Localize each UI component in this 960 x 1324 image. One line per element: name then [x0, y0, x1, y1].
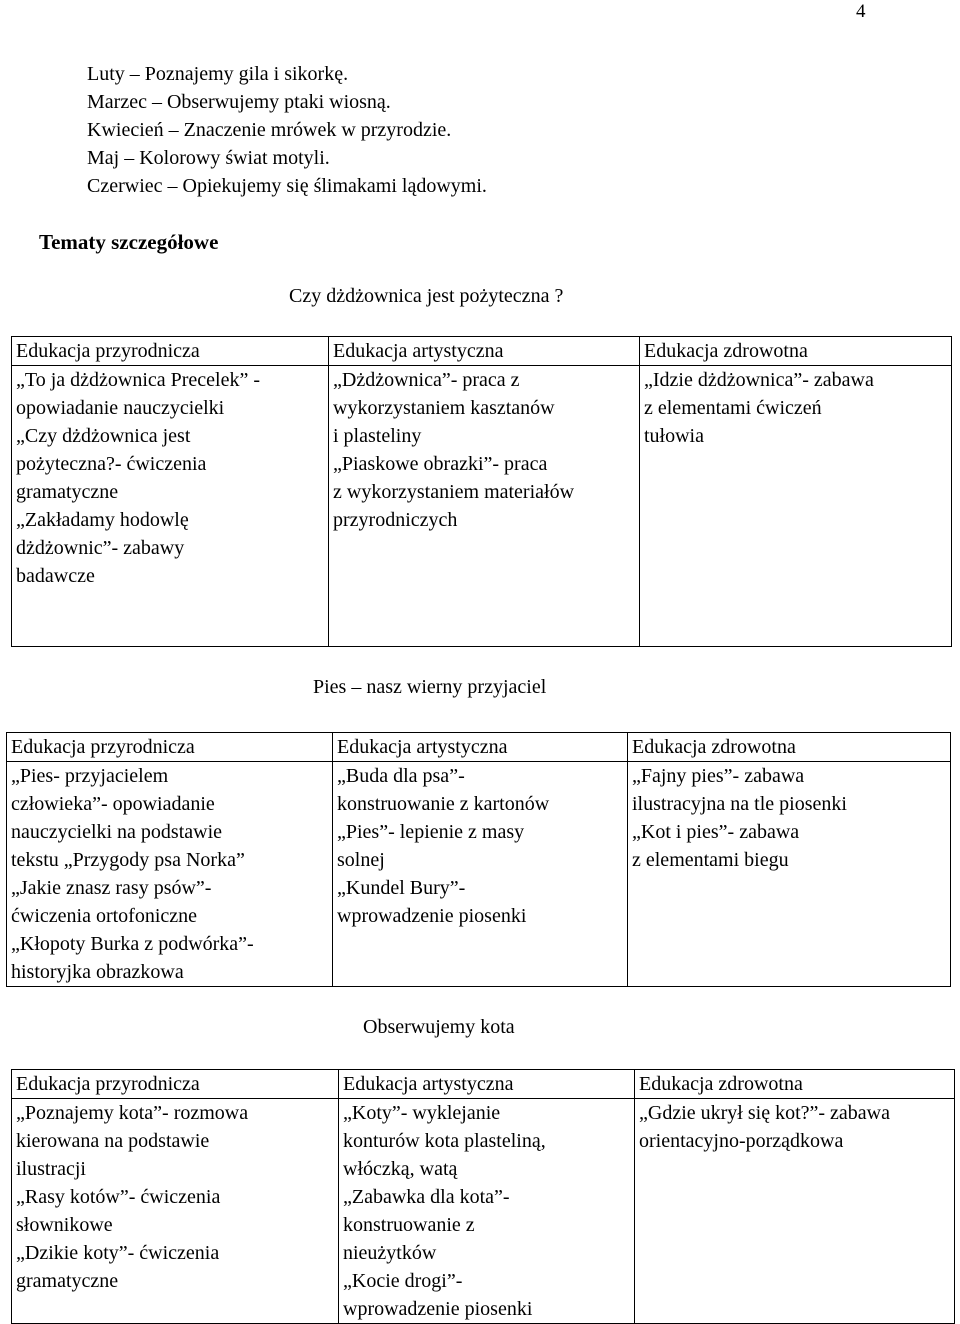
activity-line: historyjka obrazkowa — [11, 961, 184, 983]
cell-art — [339, 1099, 635, 1324]
activity-line: „Dzikie koty”- ćwiczenia — [16, 1242, 220, 1264]
cell-art — [329, 366, 640, 647]
activity-line: „Idzie dżdżownica”- zabawa — [644, 369, 874, 391]
activity-line: solnej — [337, 849, 385, 871]
cell-nature — [12, 1099, 339, 1324]
activity-line: wprowadzenie piosenki — [343, 1298, 533, 1320]
topics-table-cat — [11, 1069, 955, 1324]
header-art: Edukacja artystyczna — [333, 733, 628, 762]
activity-line: nieużytków — [343, 1242, 437, 1264]
activity-line: „Piaskowe obrazki”- praca — [333, 453, 548, 475]
block-title-dog: Pies – nasz wierny przyjaciel — [313, 676, 547, 698]
activity-line: opowiadanie nauczycielki — [16, 397, 225, 419]
activity-line: „Kocie drogi”- — [343, 1270, 463, 1292]
month-topic-mar: Marzec – Obserwujemy ptaki wiosną. — [87, 91, 391, 113]
header-health: Edukacja zdrowotna — [635, 1070, 955, 1099]
activity-line: z elementami ćwiczeń — [644, 397, 822, 419]
table-row — [12, 366, 952, 647]
activity-line: „Koty”- wyklejanie — [343, 1102, 501, 1124]
activity-line: gramatyczne — [16, 481, 119, 503]
activity-line: ćwiczenia ortofoniczne — [11, 905, 198, 927]
month-topic-apr: Kwiecień – Znaczenie mrówek w przyrodzie. — [87, 119, 452, 141]
activity-line: „Dżdżownica”- praca z — [333, 369, 520, 391]
activity-line: z elementami biegu — [632, 849, 789, 871]
table-row — [12, 1099, 955, 1324]
table-header-row — [12, 337, 952, 366]
monthly-topics-list — [87, 60, 487, 200]
page-number: 4 — [856, 1, 866, 22]
activity-line: wprowadzenie piosenki — [337, 905, 527, 927]
activity-line: „Pies”- lepienie z masy — [337, 821, 525, 843]
section-heading: Tematy szczegółowe — [39, 230, 219, 254]
activity-line: „Kundel Bury”- — [337, 877, 466, 899]
activity-line: „Kłopoty Burka z podwórka”- — [11, 933, 254, 955]
activity-line: pożyteczna?- ćwiczenia — [16, 453, 207, 475]
table-header-row — [12, 1070, 955, 1099]
activity-line: gramatyczne — [16, 1270, 119, 1292]
activity-line: „Rasy kotów”- ćwiczenia — [16, 1186, 221, 1208]
activity-line: z wykorzystaniem materiałów — [333, 481, 575, 503]
header-health: Edukacja zdrowotna — [628, 733, 951, 762]
header-art: Edukacja artystyczna — [329, 337, 640, 366]
block-title-earthworm: Czy dżdżownica jest pożyteczna ? — [289, 285, 564, 307]
cell-nature — [12, 366, 329, 647]
activity-line: „Gdzie ukrył się kot?”- zabawa — [639, 1102, 890, 1124]
cell-health — [640, 366, 952, 647]
activity-line: ilustracyjna na tle piosenki — [632, 793, 847, 815]
activity-line: tułowia — [644, 425, 704, 447]
header-nature: Edukacja przyrodnicza — [12, 337, 329, 366]
activity-line: „Buda dla psa”- — [337, 765, 465, 787]
header-nature: Edukacja przyrodnicza — [12, 1070, 339, 1099]
activity-line: kierowana na podstawie — [16, 1130, 210, 1152]
activity-line: słownikowe — [16, 1214, 113, 1236]
cell-art — [333, 762, 628, 987]
activity-line: „Pies- przyjacielem — [11, 765, 169, 787]
activity-line: „Jakie znasz rasy psów”- — [11, 877, 212, 899]
activity-line: konstruowanie z kartonów — [337, 793, 550, 815]
activity-line: dżdżownic”- zabawy — [16, 537, 185, 559]
month-topic-jun: Czerwiec – Opiekujemy się ślimakami lądowymi. — [87, 175, 487, 197]
table-row — [7, 762, 951, 987]
header-art: Edukacja artystyczna — [339, 1070, 635, 1099]
activity-line: tekstu „Przygody psa Norka” — [11, 849, 245, 871]
activity-line: „Poznajemy kota”- rozmowa — [16, 1102, 249, 1124]
activity-line: i plasteliny — [333, 425, 422, 447]
activity-line: przyrodniczych — [333, 509, 458, 531]
header-health: Edukacja zdrowotna — [640, 337, 952, 366]
activity-line: człowieka”- opowiadanie — [11, 793, 215, 815]
activity-line: badawcze — [16, 565, 95, 587]
block-title-cat: Obserwujemy kota — [363, 1016, 515, 1038]
activity-line: orientacyjno-porządkowa — [639, 1130, 844, 1152]
activity-line: włóczką, watą — [343, 1158, 458, 1180]
cell-health — [635, 1099, 955, 1324]
activity-line: „Zabawka dla kota”- — [343, 1186, 510, 1208]
month-topic-may: Maj – Kolorowy świat motyli. — [87, 147, 330, 169]
header-nature: Edukacja przyrodnicza — [7, 733, 333, 762]
activity-line: „Kot i pies”- zabawa — [632, 821, 800, 843]
topics-table-dog — [6, 732, 951, 987]
topics-table-earthworm — [11, 336, 952, 647]
activity-line: konstruowanie z — [343, 1214, 475, 1236]
activity-line: „Zakładamy hodowlę — [16, 509, 189, 531]
cell-nature — [7, 762, 333, 987]
activity-line: nauczycielki na podstawie — [11, 821, 223, 843]
activity-line: wykorzystaniem kasztanów — [333, 397, 555, 419]
activity-line: „To ja dżdżownica Precelek” - — [16, 369, 261, 391]
month-topic-feb: Luty – Poznajemy gila i sikorkę. — [87, 63, 349, 85]
table-header-row — [7, 733, 951, 762]
activity-line: „Czy dżdżownica jest — [16, 425, 191, 447]
activity-line: ilustracji — [16, 1158, 86, 1180]
activity-line: „Fajny pies”- zabawa — [632, 765, 805, 787]
activity-line: konturów kota plasteliną, — [343, 1130, 546, 1152]
cell-health — [628, 762, 951, 987]
